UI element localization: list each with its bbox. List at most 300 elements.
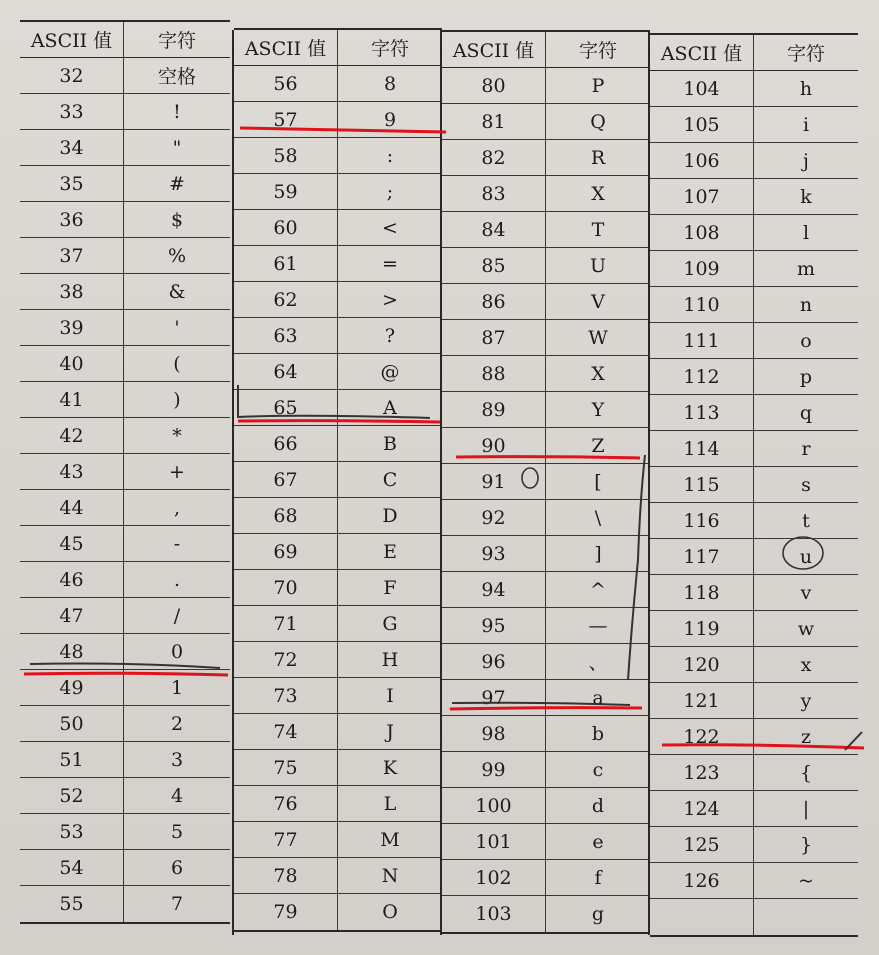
table-row [650, 215, 858, 251]
ascii-char-cell: i [802, 113, 810, 136]
ascii-code-cell: 99 [442, 752, 546, 787]
table-row [442, 140, 650, 176]
ascii-char-cell: D [382, 504, 398, 527]
ascii-code-cell: 92 [442, 500, 546, 535]
ascii-code-cell: 82 [442, 140, 546, 175]
ascii-code-cell: 63 [234, 318, 338, 353]
ascii-code-cell: 78 [234, 858, 338, 893]
ascii-char-cell: I [386, 684, 394, 707]
ascii-code-cell: 80 [442, 68, 546, 103]
table-row [20, 490, 230, 526]
ascii-char-cell: 空格 [157, 66, 196, 88]
ascii-code-cell: 38 [20, 274, 124, 309]
ascii-char-cell: e [592, 830, 604, 853]
ascii-char-cell: Q [590, 110, 606, 133]
ascii-code-cell: 48 [20, 634, 124, 669]
ascii-char-cell: 5 [170, 820, 184, 843]
table-row [650, 143, 858, 179]
table-row [650, 431, 858, 467]
table-row [650, 719, 858, 755]
header-character: 字符 [578, 40, 617, 62]
ascii-char-cell: u [799, 545, 813, 568]
table-row [20, 418, 230, 454]
ascii-code-cell: 35 [20, 166, 124, 201]
ascii-char-cell: } [799, 833, 813, 856]
ascii-char-cell: + [169, 460, 185, 483]
table-row [442, 752, 650, 788]
table-row [650, 251, 858, 287]
table-row [234, 246, 442, 282]
table-row [442, 464, 650, 500]
ascii-code-cell: 68 [234, 498, 338, 533]
ascii-code-cell: 66 [234, 426, 338, 461]
ascii-char-cell: X [591, 182, 605, 205]
ascii-char-cell: M [380, 828, 400, 851]
ascii-code-cell: 40 [20, 346, 124, 381]
ascii-code-cell: 116 [650, 503, 754, 538]
ascii-code-cell: 117 [650, 539, 754, 574]
ascii-char-cell: ! [173, 100, 181, 123]
ascii-char-cell: 2 [170, 712, 184, 735]
ascii-code-cell: 46 [20, 562, 124, 597]
ascii-subtable-2 [234, 28, 442, 932]
ascii-code-cell: 115 [650, 467, 754, 502]
ascii-char-cell: v [800, 581, 812, 604]
ascii-char-cell: 6 [170, 856, 184, 879]
table-row [234, 858, 442, 894]
table-row [20, 778, 230, 814]
table-row [234, 570, 442, 606]
ascii-code-cell: 36 [20, 202, 124, 237]
ascii-code-cell [650, 899, 754, 935]
ascii-char-cell: o [800, 329, 812, 352]
ascii-code-cell: 114 [650, 431, 754, 466]
ascii-char-cell: z [800, 725, 811, 748]
table-row [650, 791, 858, 827]
table-row [20, 94, 230, 130]
ascii-code-cell: 91 [442, 464, 546, 499]
ascii-char-cell: — [588, 614, 608, 637]
ascii-code-cell: 64 [234, 354, 338, 389]
column-divider [440, 30, 442, 935]
ascii-code-cell: 111 [650, 323, 754, 358]
ascii-char-cell: g [591, 903, 605, 925]
ascii-char-cell: 4 [170, 784, 184, 807]
ascii-char-cell: > [382, 288, 398, 311]
table-row [650, 899, 858, 935]
ascii-char-cell: K [382, 756, 398, 779]
table-row [20, 706, 230, 742]
ascii-char-cell: L [383, 792, 397, 815]
ascii-char-cell: C [382, 468, 398, 491]
ascii-code-cell: 113 [650, 395, 754, 430]
table-row [650, 287, 858, 323]
table-row [650, 71, 858, 107]
table-row [442, 212, 650, 248]
ascii-code-cell: 39 [20, 310, 124, 345]
table-row [20, 454, 230, 490]
ascii-char-cell: R [590, 146, 606, 169]
table-row [650, 683, 858, 719]
ascii-code-cell: 103 [442, 896, 546, 932]
table-header-row [234, 30, 442, 66]
ascii-code-cell: 97 [442, 680, 546, 715]
ascii-char-cell: U [589, 254, 606, 277]
ascii-code-cell: 94 [442, 572, 546, 607]
ascii-code-cell: 72 [234, 642, 338, 677]
table-row [234, 894, 442, 930]
ascii-code-cell: 73 [234, 678, 338, 713]
table-row [234, 174, 442, 210]
ascii-code-cell: 61 [234, 246, 338, 281]
header-ascii-value: ASCII 值 [650, 35, 754, 70]
table-row [234, 678, 442, 714]
ascii-code-cell: 43 [20, 454, 124, 489]
ascii-char-cell: w [797, 617, 815, 640]
table-row [442, 68, 650, 104]
table-row [442, 824, 650, 860]
ascii-char-cell: 3 [170, 748, 184, 771]
ascii-char-cell: ? [384, 324, 396, 347]
ascii-code-cell: 106 [650, 143, 754, 178]
ascii-char-cell: ' [174, 316, 180, 339]
ascii-code-cell: 85 [442, 248, 546, 283]
ascii-code-cell: 126 [650, 863, 754, 898]
table-row [234, 786, 442, 822]
ascii-code-cell: 49 [20, 670, 124, 705]
ascii-code-cell: 124 [650, 791, 754, 826]
header-ascii-value: ASCII 值 [234, 30, 338, 65]
ascii-char-cell: p [799, 365, 813, 388]
ascii-code-cell: 54 [20, 850, 124, 885]
ascii-code-cell: 79 [234, 894, 338, 930]
ascii-char-cell: % [167, 244, 187, 267]
ascii-char-cell: j [803, 149, 809, 172]
ascii-code-cell: 55 [20, 886, 124, 922]
ascii-char-cell: A [383, 396, 397, 419]
ascii-code-cell: 56 [234, 66, 338, 101]
ascii-char-cell: ) [173, 388, 181, 411]
ascii-char-cell: a [592, 686, 604, 709]
table-row [650, 395, 858, 431]
ascii-char-cell: H [381, 648, 399, 671]
header-ascii-value: ASCII 值 [20, 22, 124, 57]
table-header-row [650, 35, 858, 71]
ascii-char-cell: d [591, 794, 605, 817]
column-divider [648, 30, 650, 935]
table-row [20, 742, 230, 778]
table-row [650, 179, 858, 215]
ascii-char-cell: b [591, 722, 605, 745]
table-row [650, 827, 858, 863]
header-ascii-value: ASCII 值 [442, 32, 546, 67]
ascii-char-cell: y [800, 689, 812, 712]
ascii-code-cell: 37 [20, 238, 124, 273]
table-row [20, 382, 230, 418]
table-row [442, 104, 650, 140]
ascii-code-cell: 118 [650, 575, 754, 610]
ascii-char-cell: G [382, 612, 398, 635]
ascii-code-cell: 107 [650, 179, 754, 214]
ascii-code-cell: 33 [20, 94, 124, 129]
ascii-char-cell: X [591, 362, 605, 385]
ascii-char-cell: & [168, 280, 186, 303]
ascii-code-cell: 52 [20, 778, 124, 813]
ascii-char-cell: Z [591, 434, 605, 457]
table-row [442, 572, 650, 608]
table-row [20, 598, 230, 634]
ascii-code-cell: 108 [650, 215, 754, 250]
ascii-char-cell: # [169, 172, 185, 195]
ascii-code-cell: 125 [650, 827, 754, 862]
ascii-char-cell: * [172, 424, 182, 447]
table-row [234, 318, 442, 354]
ascii-char-cell: W [588, 326, 608, 349]
ascii-char-cell: < [382, 216, 398, 239]
table-row [442, 356, 650, 392]
table-row [650, 863, 858, 899]
ascii-char-cell: / [173, 604, 181, 627]
ascii-char-cell: 8 [383, 72, 397, 95]
table-row [20, 850, 230, 886]
ascii-code-cell: 62 [234, 282, 338, 317]
ascii-char-cell: ( [173, 352, 181, 375]
ascii-code-cell: 88 [442, 356, 546, 391]
ascii-char-cell: l [802, 221, 810, 244]
table-row [442, 392, 650, 428]
ascii-char-cell: ] [594, 542, 602, 565]
table-row [442, 428, 650, 464]
ascii-char-cell: $ [170, 208, 184, 231]
table-row [20, 274, 230, 310]
table-row [20, 562, 230, 598]
ascii-code-cell: 93 [442, 536, 546, 571]
table-row [234, 498, 442, 534]
ascii-char-cell: [ [594, 470, 602, 493]
ascii-code-cell: 57 [234, 102, 338, 137]
table-row [442, 680, 650, 716]
ascii-char-cell: 0 [170, 640, 184, 663]
ascii-subtable-4 [650, 33, 858, 937]
ascii-char-cell: c [592, 758, 604, 781]
table-row [650, 575, 858, 611]
table-row [442, 716, 650, 752]
ascii-char-cell: q [799, 401, 813, 424]
ascii-char-cell: " [172, 136, 182, 159]
table-row [234, 210, 442, 246]
ascii-code-cell: 71 [234, 606, 338, 641]
table-row [442, 176, 650, 212]
ascii-code-cell: 41 [20, 382, 124, 417]
table-row [20, 166, 230, 202]
ascii-char-cell [754, 899, 858, 935]
ascii-code-cell: 74 [234, 714, 338, 749]
table-row [650, 467, 858, 503]
ascii-code-cell: 77 [234, 822, 338, 857]
ascii-code-cell: 89 [442, 392, 546, 427]
table-row [234, 606, 442, 642]
table-row [234, 138, 442, 174]
ascii-char-cell: O [382, 901, 398, 923]
table-row [234, 534, 442, 570]
ascii-char-cell: k [800, 185, 812, 208]
table-row [234, 390, 442, 426]
ascii-code-cell: 34 [20, 130, 124, 165]
table-row [20, 814, 230, 850]
ascii-code-cell: 51 [20, 742, 124, 777]
table-row [442, 536, 650, 572]
ascii-code-cell: 58 [234, 138, 338, 173]
ascii-char-cell: x [800, 653, 812, 676]
ascii-code-cell: 96 [442, 644, 546, 679]
table-row [20, 346, 230, 382]
ascii-code-cell: 87 [442, 320, 546, 355]
ascii-code-cell: 109 [650, 251, 754, 286]
ascii-char-cell: P [591, 74, 605, 97]
ascii-char-cell: : [386, 144, 394, 167]
table-row [442, 788, 650, 824]
table-header-row [20, 22, 230, 58]
header-character: 字符 [786, 43, 825, 65]
ascii-char-cell: - [173, 532, 181, 555]
ascii-code-cell: 81 [442, 104, 546, 139]
table-row [650, 323, 858, 359]
ascii-code-cell: 53 [20, 814, 124, 849]
ascii-code-cell: 50 [20, 706, 124, 741]
ascii-code-cell: 69 [234, 534, 338, 569]
table-row [650, 107, 858, 143]
ascii-code-cell: 121 [650, 683, 754, 718]
ascii-char-cell: s [801, 473, 811, 496]
ascii-code-cell: 110 [650, 287, 754, 322]
ascii-char-cell: | [802, 797, 810, 820]
ascii-char-cell: = [382, 252, 398, 275]
table-row [650, 359, 858, 395]
ascii-char-cell: N [381, 864, 399, 887]
ascii-char-cell: t [802, 509, 810, 532]
ascii-code-cell: 119 [650, 611, 754, 646]
ascii-char-cell: , [173, 496, 181, 519]
ascii-code-cell: 83 [442, 176, 546, 211]
table-row [234, 462, 442, 498]
table-row [442, 284, 650, 320]
ascii-char-cell: B [383, 432, 397, 455]
table-row [650, 611, 858, 647]
table-row [234, 750, 442, 786]
table-row [20, 886, 230, 922]
ascii-char-cell: { [799, 761, 813, 784]
table-row [20, 58, 230, 94]
ascii-char-cell: \ [594, 506, 602, 529]
table-row [234, 426, 442, 462]
table-row [234, 354, 442, 390]
ascii-code-cell: 100 [442, 788, 546, 823]
table-row [442, 320, 650, 356]
ascii-char-cell: n [799, 293, 813, 316]
table-row [234, 282, 442, 318]
ascii-char-cell: r [801, 437, 811, 460]
ascii-char-cell: 7 [170, 893, 184, 915]
table-row [442, 608, 650, 644]
ascii-code-cell: 120 [650, 647, 754, 682]
table-row [442, 644, 650, 680]
table-row [20, 202, 230, 238]
ascii-code-cell: 95 [442, 608, 546, 643]
ascii-code-cell: 76 [234, 786, 338, 821]
table-row [20, 670, 230, 706]
ascii-char-cell: h [799, 77, 813, 100]
ascii-char-cell: ; [386, 180, 394, 203]
table-row [650, 647, 858, 683]
ascii-code-cell: 67 [234, 462, 338, 497]
table-row [20, 310, 230, 346]
ascii-code-cell: 32 [20, 58, 124, 93]
ascii-code-cell: 102 [442, 860, 546, 895]
ascii-code-cell: 84 [442, 212, 546, 247]
ascii-code-cell: 70 [234, 570, 338, 605]
ascii-char-cell: V [591, 290, 605, 313]
table-row [20, 238, 230, 274]
ascii-char-cell: 、 [588, 652, 608, 674]
ascii-code-cell: 101 [442, 824, 546, 859]
ascii-char-cell: 1 [170, 676, 184, 699]
ascii-code-cell: 86 [442, 284, 546, 319]
table-row [20, 130, 230, 166]
table-row [234, 642, 442, 678]
ascii-code-cell: 122 [650, 719, 754, 754]
ascii-code-cell: 105 [650, 107, 754, 142]
ascii-char-cell: Y [591, 398, 605, 421]
table-row [234, 66, 442, 102]
table-row [442, 896, 650, 932]
table-row [442, 248, 650, 284]
ascii-char-cell: ~ [798, 869, 814, 892]
ascii-code-cell: 47 [20, 598, 124, 633]
ascii-code-cell: 104 [650, 71, 754, 106]
table-row [234, 102, 442, 138]
ascii-char-cell: m [796, 257, 816, 280]
table-row [20, 634, 230, 670]
header-character: 字符 [370, 38, 409, 60]
header-character: 字符 [157, 30, 196, 52]
ascii-char-cell: 9 [383, 108, 397, 131]
table-row [234, 714, 442, 750]
ascii-code-cell: 112 [650, 359, 754, 394]
ascii-code-cell: 98 [442, 716, 546, 751]
column-divider [232, 30, 234, 935]
ascii-code-cell: 75 [234, 750, 338, 785]
ascii-char-cell: F [383, 576, 397, 599]
ascii-char-cell: . [173, 568, 181, 591]
ascii-code-cell: 60 [234, 210, 338, 245]
table-header-row [442, 32, 650, 68]
ascii-subtable-3 [442, 30, 650, 934]
ascii-subtable-1 [20, 20, 230, 924]
ascii-code-cell: 45 [20, 526, 124, 561]
table-row [442, 860, 650, 896]
table-row [234, 822, 442, 858]
ascii-code-cell: 90 [442, 428, 546, 463]
ascii-char-cell: E [383, 540, 397, 563]
table-row [20, 526, 230, 562]
ascii-char-cell: ^ [590, 578, 606, 601]
ascii-code-cell: 65 [234, 390, 338, 425]
ascii-char-cell: T [591, 218, 605, 241]
table-row [442, 500, 650, 536]
ascii-code-cell: 44 [20, 490, 124, 525]
ascii-char-cell: J [386, 720, 394, 743]
ascii-code-cell: 59 [234, 174, 338, 209]
